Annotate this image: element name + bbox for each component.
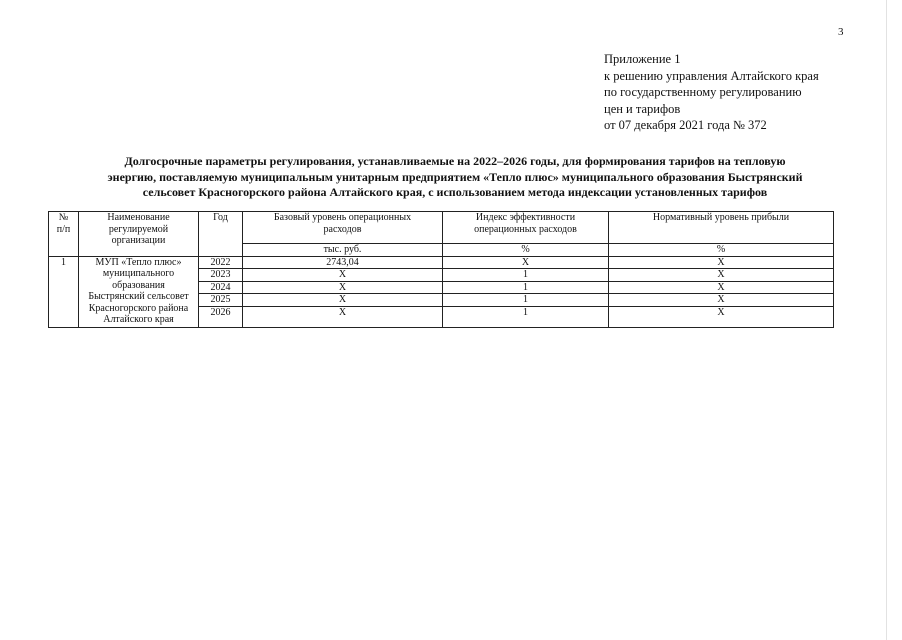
page-number: 3 bbox=[838, 26, 844, 38]
unit-index: % bbox=[443, 244, 609, 257]
parameters-table bbox=[48, 211, 834, 328]
cell-year: 2022 bbox=[199, 256, 243, 269]
header-text: Индекс эффективности bbox=[475, 212, 576, 223]
page-edge-line bbox=[886, 0, 887, 640]
organization-line: Быстрянский сельсовет bbox=[88, 291, 189, 302]
organization-line: образования bbox=[112, 279, 165, 291]
cell-year: 2023 bbox=[199, 269, 243, 282]
cell-profit: Х bbox=[609, 306, 834, 327]
organization-line: МУП «Тепло плюс» bbox=[95, 256, 182, 268]
cell-profit: Х bbox=[609, 281, 834, 294]
header-base-level bbox=[243, 212, 443, 244]
title-line: энергию, поставляемую муниципальным унитарным предприятием «Тепло плюс» муниципального образования Быстрянский bbox=[107, 169, 803, 184]
table-row bbox=[49, 256, 834, 269]
row-number: 1 bbox=[49, 256, 79, 327]
appendix-line: от 07 декабря 2021 года № 372 bbox=[604, 118, 767, 132]
organization-name bbox=[79, 256, 199, 327]
cell-year: 2024 bbox=[199, 281, 243, 294]
document-title bbox=[60, 154, 850, 201]
appendix-line: по государственному регулированию bbox=[604, 85, 802, 99]
organization-line: Алтайского края bbox=[103, 314, 174, 325]
header-text: регулируемой bbox=[108, 223, 169, 235]
appendix-line: Приложение 1 bbox=[604, 52, 681, 66]
header-organization bbox=[79, 212, 199, 257]
cell-profit: Х bbox=[609, 269, 834, 282]
organization-line: Красногорского района bbox=[88, 302, 189, 314]
cell-profit: Х bbox=[609, 294, 834, 307]
header-num bbox=[49, 212, 79, 257]
header-profit-level bbox=[609, 212, 834, 244]
cell-index: Х bbox=[443, 256, 609, 269]
header-efficiency-index bbox=[443, 212, 609, 244]
cell-base: Х bbox=[243, 294, 443, 307]
cell-base: Х bbox=[243, 281, 443, 294]
header-text: операционных расходов bbox=[474, 223, 577, 235]
header-text: № bbox=[58, 212, 69, 223]
cell-year: 2025 bbox=[199, 294, 243, 307]
header-text: п/п bbox=[56, 223, 71, 235]
title-line: Долгосрочные параметры регулирования, устанавливаемые на 2022–2026 годы, для формирования тарифов на тепловую bbox=[124, 154, 786, 168]
header-text: Базовый уровень операционных bbox=[273, 212, 412, 223]
unit-profit: % bbox=[609, 244, 834, 257]
cell-profit: Х bbox=[609, 256, 834, 269]
cell-base: Х bbox=[243, 306, 443, 327]
header-text: Нормативный уровень прибыли bbox=[652, 212, 790, 223]
cell-index: 1 bbox=[443, 294, 609, 307]
organization-line: муниципального bbox=[102, 268, 175, 279]
cell-base: 2743,04 bbox=[243, 256, 443, 269]
header-text: Год bbox=[213, 212, 228, 223]
appendix-line: цен и тарифов bbox=[604, 101, 681, 116]
appendix-line: к решению управления Алтайского края bbox=[604, 68, 819, 83]
cell-index: 1 bbox=[443, 306, 609, 327]
cell-index: 1 bbox=[443, 269, 609, 282]
header-text: Наименование bbox=[107, 212, 170, 223]
cell-index: 1 bbox=[443, 281, 609, 294]
header-text: расходов bbox=[323, 223, 362, 235]
appendix-block bbox=[604, 51, 819, 134]
cell-base: Х bbox=[243, 269, 443, 282]
header-year bbox=[199, 212, 243, 257]
header-text: организации bbox=[111, 235, 166, 246]
table-header-row bbox=[49, 212, 834, 244]
cell-year: 2026 bbox=[199, 306, 243, 327]
unit-base: тыс. руб. bbox=[243, 244, 443, 257]
title-line: сельсовет Красногорского района Алтайского края, с использованием метода индексации установленных тарифов bbox=[142, 185, 768, 199]
